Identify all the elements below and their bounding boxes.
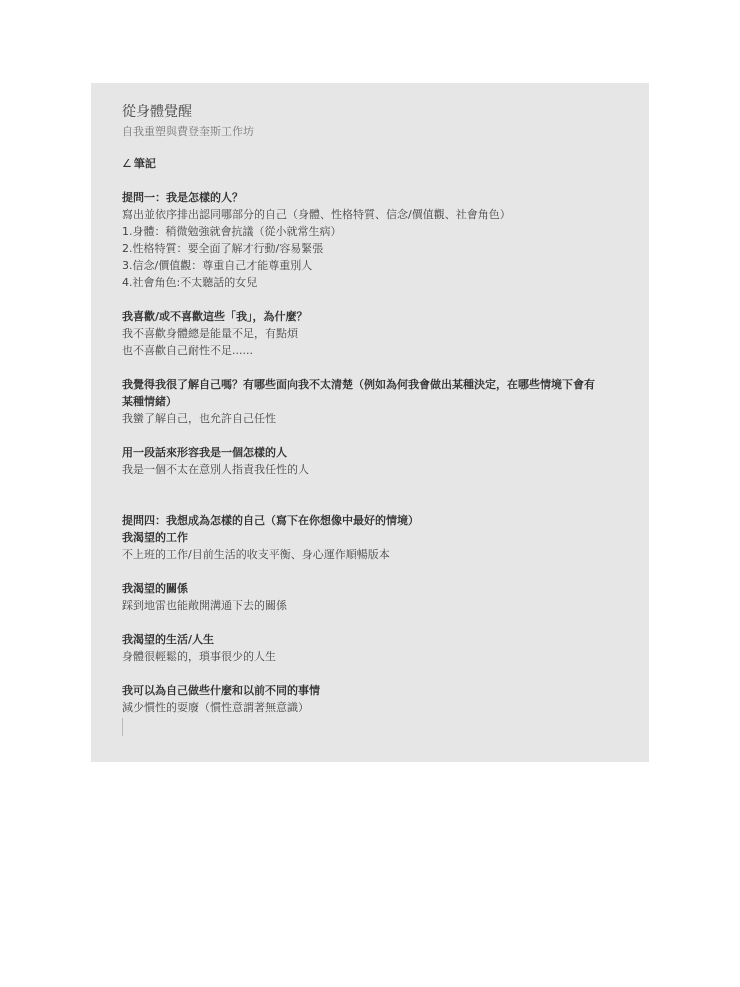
- question-4-heading: 提問四：我想成為怎樣的自己（寫下在你想像中最好的情境）: [122, 514, 419, 527]
- answer-line: 踩到地雷也能敞開溝通下去的關係: [122, 599, 287, 612]
- pencil-icon: ∠: [122, 157, 132, 170]
- answer-line: 寫出並依序排出認同哪部分的自己（身體、性格特質、信念/價值觀、社會角色）: [122, 208, 511, 221]
- answer-line: 我是一個不太在意別人指責我任性的人: [122, 463, 309, 476]
- answer-line: 身體很輕鬆的，瑣事很少的人生: [122, 650, 276, 663]
- text-cursor[interactable]: [122, 718, 123, 736]
- question-heading: 我渴望的生活/人生: [122, 633, 215, 646]
- question-heading: 我渴望的工作: [122, 531, 188, 544]
- answer-line: 4.社會角色:不太聽話的女兒: [122, 276, 258, 289]
- answer-line: 1.身體：稍微勉強就會抗議（從小就常生病）: [122, 225, 342, 238]
- note-card: [91, 83, 649, 762]
- answer-line: 減少慣性的耍廢（慣性意謂著無意識）: [122, 701, 309, 714]
- question-heading: 用一段話來形容我是一個怎樣的人: [122, 446, 287, 459]
- notes-label: 筆記: [133, 157, 156, 170]
- answer-line: 不上班的工作/目前生活的收支平衡、身心運作順暢版本: [122, 548, 390, 561]
- notes-heading: [122, 155, 156, 171]
- question-heading: 我覺得我很了解自己嗎？有哪些面向我不太清楚（例如為何我會做出某種決定，在哪些情境下會有某種情緒）: [122, 378, 595, 408]
- answer-line: 3.信念/價值觀：尊重自己才能尊重別人: [122, 259, 313, 272]
- page-title: 從身體覺醒: [122, 104, 192, 120]
- question-1-heading: 提問一：我是怎樣的人？: [122, 191, 243, 204]
- answer-line: 也不喜歡自己耐性不足......: [122, 344, 253, 357]
- page-subtitle: 自我重塑與費登奎斯工作坊: [122, 125, 254, 138]
- answer-line: 2.性格特質：要全面了解才行動/容易緊張: [122, 242, 324, 255]
- answer-line: 我蠻了解自己，也允許自己任性: [122, 412, 276, 425]
- question-heading: 我可以為自己做些什麼和以前不同的事情: [122, 684, 320, 697]
- question-heading: 我喜歡/或不喜歡這些「我」，為什麼？: [122, 310, 308, 323]
- question-heading: 我渴望的關係: [122, 582, 188, 595]
- answer-line: 我不喜歡身體總是能量不足，有點煩: [122, 327, 298, 340]
